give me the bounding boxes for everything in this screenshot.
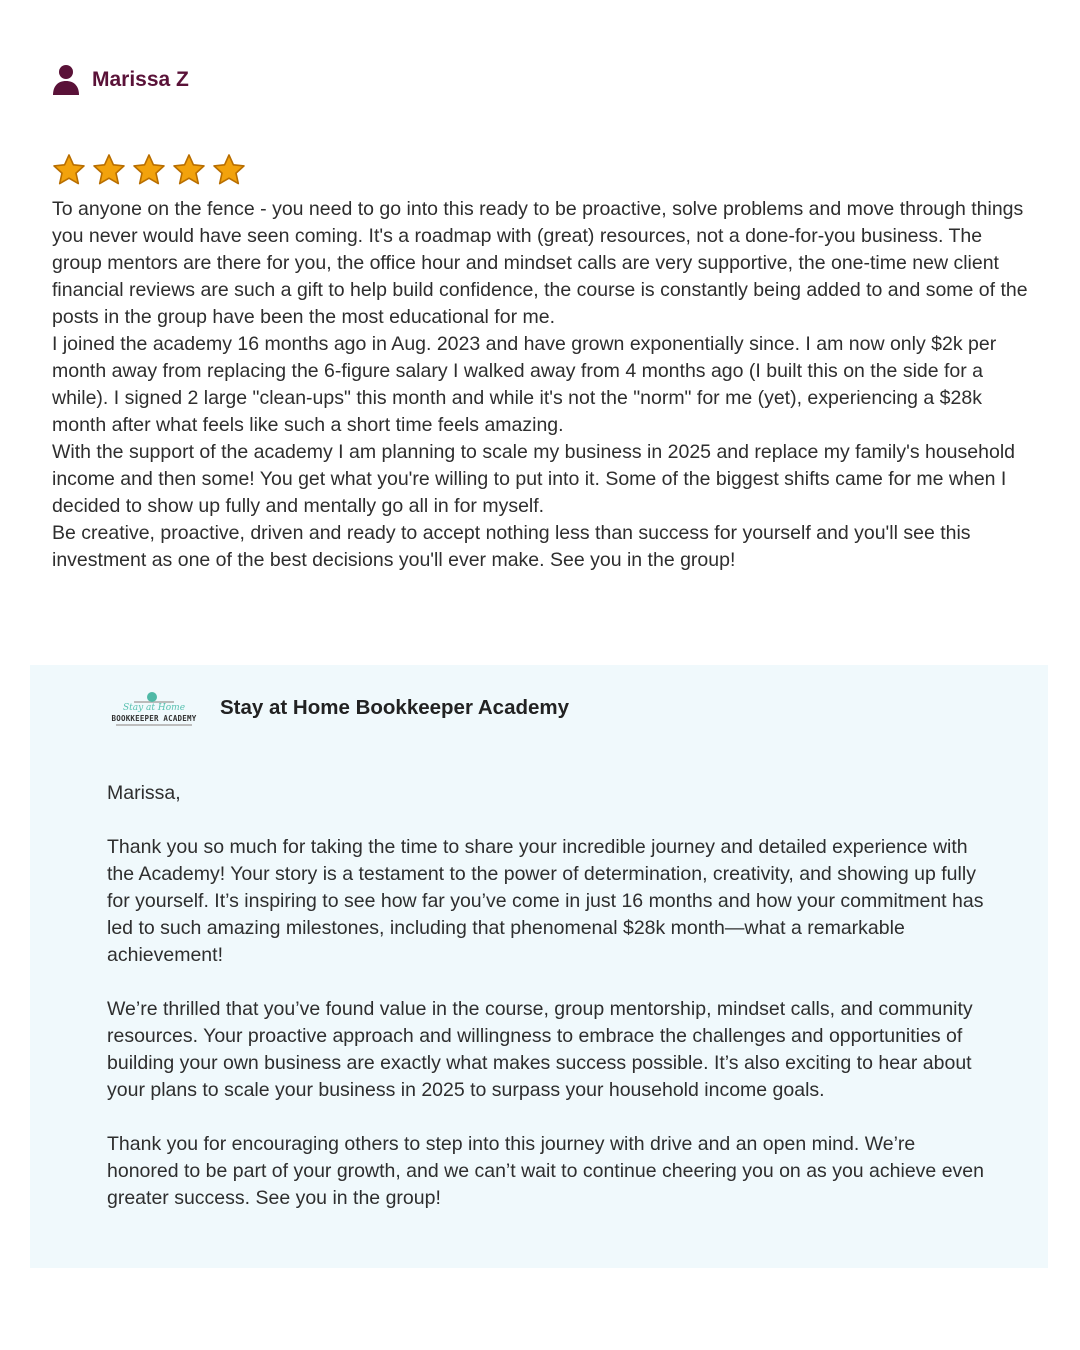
star-icon — [212, 153, 246, 187]
business-response — [30, 665, 1048, 1268]
response-paragraph: Thank you for encouraging others to step into this journey with drive and an open mind. We’re honored to be part of your growth, and we can’t wait to continue cheering you on as you achieve even greater success. See you in the group! — [107, 1133, 984, 1209]
response-paragraph: Thank you so much for taking the time to share your incredible journey and detailed experience with the Academy! Your story is a testament to the power of determination, creativity, and showing up fully for yourself. It’s inspiring to see how far you’ve come in just 16 months and how your commitment has led to such amazing milestones, including that phenomenal $28k month—what a remarkable achievement! — [107, 836, 984, 966]
star-icon — [132, 153, 166, 187]
star-icon — [92, 153, 126, 187]
review-text — [52, 196, 1032, 574]
response-greeting: Marissa, — [107, 782, 181, 804]
review-paragraph: With the support of the academy I am planning to scale my business in 2025 and replace my family's household income and then some! You get what you're willing to put into it. Some of the biggest shifts came for me when I decided to show up fully and mentally go all in for myself. — [52, 441, 1015, 517]
business-logo — [106, 691, 202, 731]
reviewer — [52, 62, 1032, 98]
logo-main-text: BOOKKEEPER ACADEMY — [111, 714, 197, 723]
logo-subtitle-bar — [116, 724, 192, 726]
user-icon — [52, 64, 80, 96]
star-icon — [172, 153, 206, 187]
response-header — [106, 691, 569, 731]
response-paragraph: We’re thrilled that you’ve found value in the course, group mentorship, mindset calls, and community resources. Your proactive approach and willingness to embrace the challenges and opportunities of building your own business are exactly what makes success possible. It’s also exciting to hear about your plans to scale your business in 2025 to surpass your household income goals. — [107, 998, 973, 1101]
star-rating — [52, 152, 1032, 188]
business-name: Stay at Home Bookkeeper Academy — [220, 696, 570, 719]
response-text — [107, 780, 987, 1212]
logo-script-text: Stay at Home — [122, 703, 186, 713]
reviewer-name: Marissa Z — [92, 68, 189, 91]
review-paragraph: Be creative, proactive, driven and ready to accept nothing less than success for yourself and you'll see this investment as one of the best decisions you'll ever make. See you in the group! — [52, 522, 971, 571]
house-icon — [147, 692, 157, 702]
review-paragraph: I joined the academy 16 months ago in Aug. 2023 and have grown exponentially since. I am now only $2k per month away from replacing the 6-figure salary I walked away from 4 months ago (I built this on the side for a while). I signed 2 large "clean-ups" this month and while it's not the "norm" for me (yet), experiencing a $28k month after what feels like such a short time feels amazing. — [52, 333, 997, 436]
star-icon — [52, 153, 86, 187]
review-card — [52, 62, 1032, 574]
review-paragraph: To anyone on the fence - you need to go into this ready to be proactive, solve problems and move through things you never would have seen coming. It's a roadmap with (great) resources, not a done-for-you business. The group mentors are there for you, the office hour and mindset calls are very supportive, the one-time new client financial reviews are such a gift to help build confidence, the course is constantly being added to and some of the posts in the group have been the most educational for me. — [52, 198, 1028, 328]
